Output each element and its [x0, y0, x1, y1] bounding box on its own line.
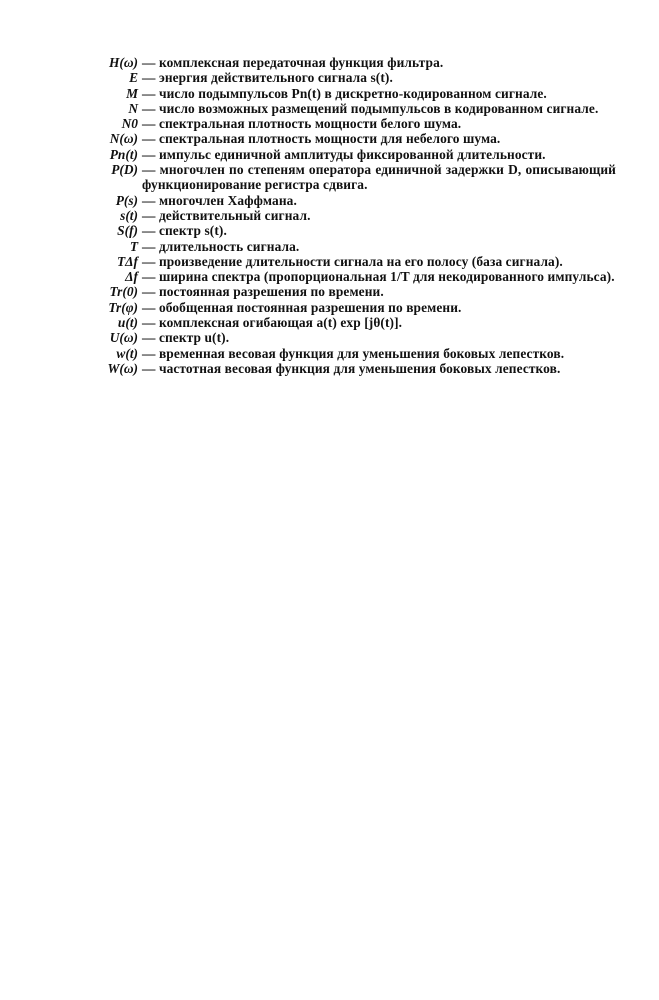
entry-description: — временная весовая функция для уменьшения боковых лепестков.: [142, 345, 565, 361]
entry-symbol: Tr(0): [109, 284, 138, 300]
entry-symbol: H(ω): [108, 55, 138, 70]
entry-symbol: W(ω): [107, 360, 138, 376]
entry-symbol: N(ω): [109, 131, 138, 147]
entry-description: — многочлен по степеням оператора единичной задержки D, описывающий функционирование регистра сдвига.: [142, 162, 616, 193]
glossary-entry: [96, 162, 616, 193]
glossary-entry: [96, 223, 616, 238]
entry-symbol: N0: [121, 116, 138, 132]
entry-symbol: M: [126, 85, 138, 101]
glossary-entry: [96, 101, 616, 116]
entry-symbol: N: [128, 100, 138, 116]
entry-symbol: P(D): [111, 162, 138, 178]
glossary-entry: [96, 346, 616, 361]
entry-description: — частотная весовая функция для уменьшения боковых лепестков.: [142, 360, 561, 376]
glossary-entry: [96, 208, 616, 223]
entry-description: — действительный сигнал.: [142, 207, 311, 223]
entry-symbol: Pn(t): [109, 146, 138, 162]
entry-symbol: TΔf: [116, 253, 138, 269]
entry-symbol: S(f): [117, 223, 138, 239]
symbol-glossary: [96, 55, 616, 376]
glossary-entry: [96, 300, 616, 315]
entry-description: — постоянная разрешения по времени.: [142, 284, 384, 300]
entry-description: — число подымпульсов Pn(t) в дискретно-кодированном сигнале.: [142, 85, 547, 101]
entry-symbol: P(s): [115, 192, 138, 208]
entry-symbol: Δf: [125, 269, 138, 285]
entry-symbol: u(t): [117, 315, 138, 331]
entry-description: — многочлен Хаффмана.: [142, 192, 297, 208]
entry-description: — импульс единичной амплитуды фиксированной длительности.: [142, 146, 546, 162]
glossary-entry: [96, 193, 616, 208]
entry-description: — ширина спектра (пропорциональная 1/T для некодированного импульса).: [142, 269, 615, 285]
glossary-entry: [96, 239, 616, 254]
entry-symbol: s(t): [120, 207, 138, 223]
entry-description: — произведение длительности сигнала на его полосу (база сигнала).: [142, 253, 563, 269]
entry-description: — спектральная плотность мощности белого шума.: [142, 116, 462, 132]
entry-description: — спектр s(t).: [142, 223, 227, 239]
glossary-entry: [96, 86, 616, 101]
entry-symbol: U(ω): [109, 330, 138, 346]
glossary-entry: [96, 55, 616, 70]
entry-description: — спектральная плотность мощности для небелого шума.: [142, 131, 501, 147]
glossary-entry: [96, 70, 616, 85]
glossary-entry: [96, 131, 616, 146]
entry-description: — обобщенная постоянная разрешения по времени.: [142, 299, 462, 315]
glossary-entry: [96, 315, 616, 330]
glossary-entry: [96, 269, 616, 284]
glossary-entry: [96, 147, 616, 162]
entry-description: — энергия действительного сигнала s(t).: [142, 70, 393, 86]
entry-symbol: E: [129, 70, 138, 86]
glossary-entry: [96, 361, 616, 376]
entry-symbol: Tr(φ): [108, 299, 138, 315]
entry-description: — комплексная передаточная функция фильтра.: [142, 55, 444, 70]
glossary-entry: [96, 116, 616, 131]
entry-symbol: w(t): [116, 345, 138, 361]
glossary-entry: [96, 330, 616, 345]
entry-description: — число возможных размещений подымпульсов в кодированном сигнале.: [142, 100, 599, 116]
glossary-entry: [96, 254, 616, 269]
entry-description: — спектр u(t).: [142, 330, 230, 346]
glossary-entry: [96, 284, 616, 299]
entry-description: — комплексная огибающая a(t) exp [jθ(t)].: [142, 315, 403, 331]
entry-symbol: T: [129, 238, 138, 254]
entry-description: — длительность сигнала.: [142, 238, 300, 254]
